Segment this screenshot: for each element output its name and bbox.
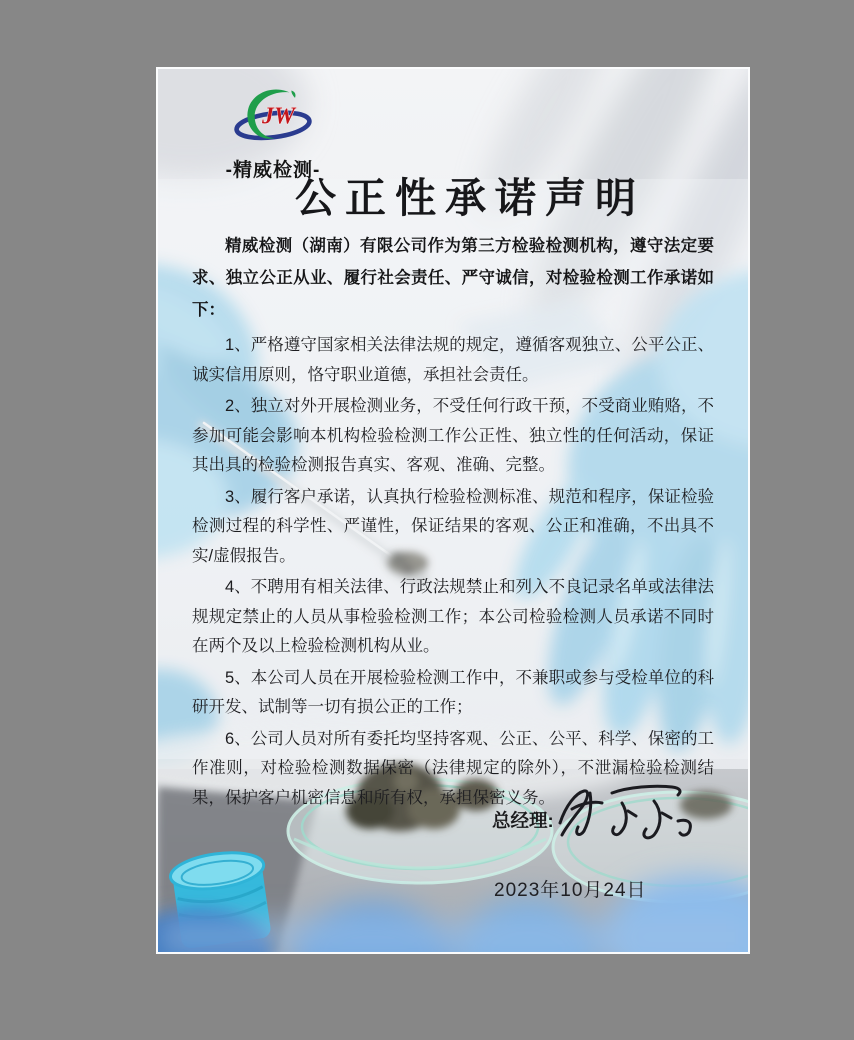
commitment-item-1: 1、严格遵守国家相关法律法规的规定，遵循客观独立、公平公正、诚实信用原则，恪守职业道德，承担社会责任。 [192, 336, 714, 384]
intro-paragraph: 精威检测（湖南）有限公司作为第三方检验检测机构，遵守法定要求、独立公正从业、履行社会责任、严守诚信，对检验检测工作承诺如下： [192, 237, 714, 319]
document-content [158, 69, 748, 952]
date-text: 2023年10月24日 [494, 880, 647, 901]
commitment-item-5: 5、本公司人员在开展检验检测工作中，不兼职或参与受检单位的科研开发、试制等一切有损公正的工作； [192, 668, 714, 716]
commitment-item-4: 4、不聘用有相关法律、行政法规禁止和列入不良记录名单或法律法规规定禁止的人员从事检验检测工作；本公司检验检测人员承诺不同时在两个及以上检验检测机构从业。 [192, 578, 714, 655]
commitment-item-3: 3、履行客户承诺，认真执行检验检测标准、规范和程序，保证检验检测过程的科学性、严谨性，保证结果的客观、公正和准确，不出具不实/虚假报告。 [192, 487, 714, 565]
statement-body [192, 230, 714, 815]
commitment-item-6: 6、公司人员对所有委托均坚持客观、公正、公平、科学、保密的工作准则，对检验检测数据保密（法律规定的除外），不泄漏检验检测结果，保护客户机密信息和所有权，承担保密义务。 [192, 729, 714, 807]
document-page [156, 67, 750, 954]
jw-logo-icon [218, 85, 328, 151]
commitment-item-2: 2、独立对外开展检测业务，不受任何行政干预，不受商业贿赂，不参加可能会影响本机构检验检测工作公正性、独立性的任何活动，保证其出具的检验检测报告真实、客观、准确、完整。 [192, 397, 714, 474]
signature-handwriting-icon [550, 775, 710, 847]
logo-jw-text: JW [262, 103, 296, 130]
signature-label: 总经理: [492, 810, 554, 831]
company-name: -精威检测- [225, 160, 321, 181]
page-title: 公正性承诺声明 [295, 175, 645, 221]
